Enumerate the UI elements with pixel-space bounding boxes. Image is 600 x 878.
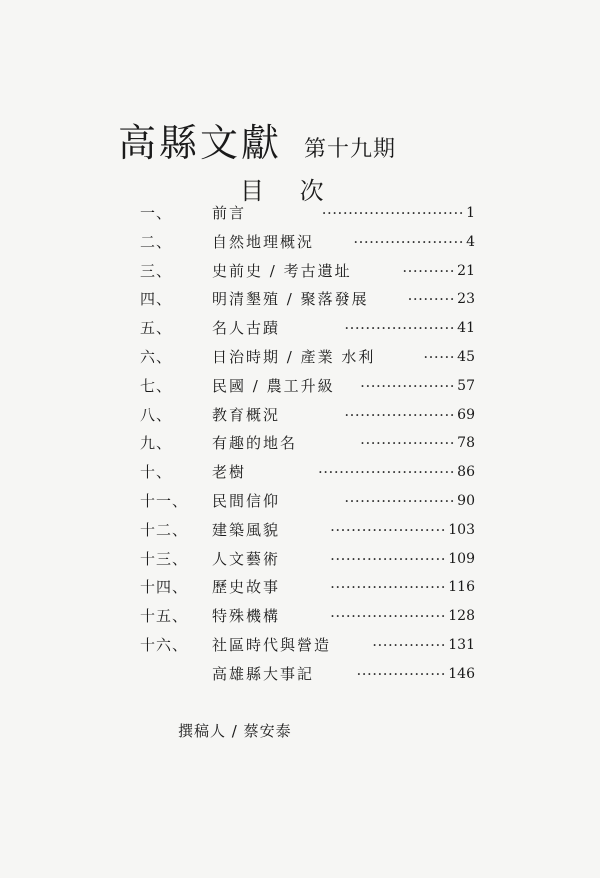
journal-name: 高縣文獻 bbox=[118, 121, 283, 165]
toc-entry-title: 明清墾殖 / 聚落發展 bbox=[212, 290, 369, 309]
toc-entry-title: 高雄縣大事記 bbox=[212, 664, 315, 683]
toc-entry-leader: ····················· bbox=[344, 405, 455, 424]
toc-entry-title: 特殊機構 bbox=[212, 607, 281, 626]
toc-entry-page: 90 bbox=[457, 492, 475, 509]
toc-entry bbox=[140, 458, 475, 487]
toc-entry-page: 103 bbox=[448, 521, 475, 538]
toc-entry-number: 十四、 bbox=[140, 578, 189, 597]
toc-entry-leader: ·················· bbox=[360, 434, 455, 453]
toc-entry bbox=[140, 401, 475, 430]
toc-entry-page: 146 bbox=[448, 665, 475, 682]
author-credit: 撰稿人 / 蔡安泰 bbox=[178, 722, 292, 740]
toc-entry bbox=[140, 660, 475, 689]
toc-entry bbox=[140, 257, 475, 286]
toc-entry-number: 一、 bbox=[140, 204, 173, 222]
toc-entry bbox=[140, 631, 475, 660]
toc-entry-page: 69 bbox=[457, 406, 475, 423]
toc-entry-leader: ··························· bbox=[321, 204, 464, 222]
toc-entry-leader: ······················ bbox=[330, 607, 446, 626]
toc-entry-leader: ········· bbox=[407, 290, 455, 309]
toc-entry-title: 自然地理概況 bbox=[212, 232, 315, 251]
toc-entry-title: 老樹 bbox=[212, 463, 247, 482]
toc-entry bbox=[140, 545, 475, 574]
toc-entry-title: 教育概況 bbox=[212, 405, 281, 424]
toc-entry bbox=[140, 343, 475, 372]
toc-entry bbox=[140, 602, 475, 631]
toc-entry-number: 二、 bbox=[140, 232, 173, 251]
toc-entry-title: 名人古蹟 bbox=[212, 319, 281, 338]
toc-entry bbox=[140, 199, 475, 228]
toc-entry bbox=[140, 573, 475, 602]
toc-entry-leader: ······ bbox=[423, 347, 455, 366]
toc-entry-page: 21 bbox=[457, 262, 475, 279]
toc-entry-page: 109 bbox=[448, 550, 475, 567]
toc-entry bbox=[140, 429, 475, 458]
toc-entry-title: 日治時期 / 產業 水利 bbox=[212, 347, 376, 366]
issue-number: 第十九期 bbox=[304, 137, 397, 162]
toc-entry-title: 史前史 / 考古遺址 bbox=[212, 261, 352, 280]
toc-entry-page: 116 bbox=[448, 579, 475, 596]
toc-entry-page: 86 bbox=[457, 464, 475, 481]
toc-entry bbox=[140, 372, 475, 401]
toc-entry-title: 人文藝術 bbox=[212, 549, 281, 568]
journal-title bbox=[118, 112, 396, 167]
toc-entry-number: 八、 bbox=[140, 405, 173, 424]
toc-entry-page: 57 bbox=[457, 377, 475, 394]
toc-entry-title: 前言 bbox=[212, 204, 247, 222]
toc-entry-number: 五、 bbox=[140, 319, 173, 338]
toc-heading: 目 次 bbox=[240, 177, 338, 205]
toc-entry-number: 四、 bbox=[140, 290, 173, 309]
toc-entry-leader: ·················· bbox=[360, 376, 455, 395]
table-of-contents bbox=[140, 199, 475, 689]
toc-entry-leader: ······················ bbox=[330, 520, 446, 539]
toc-entry-page: 23 bbox=[457, 291, 475, 308]
toc-entry-number: 十三、 bbox=[140, 549, 189, 568]
toc-entry bbox=[140, 314, 475, 343]
toc-entry-page: 41 bbox=[457, 320, 475, 337]
toc-entry-title: 有趣的地名 bbox=[212, 434, 298, 453]
toc-entry-title: 社區時代與營造 bbox=[212, 635, 332, 654]
toc-entry-number: 七、 bbox=[140, 376, 173, 395]
toc-entry bbox=[140, 228, 475, 257]
toc-entry bbox=[140, 487, 475, 516]
toc-entry-page: 128 bbox=[448, 608, 475, 625]
toc-entry-number: 九、 bbox=[140, 434, 173, 453]
toc-entry-leader: ····················· bbox=[353, 232, 464, 251]
toc-entry-leader: ····················· bbox=[344, 319, 455, 338]
toc-entry-number: 十二、 bbox=[140, 520, 189, 539]
toc-entry-number: 十六、 bbox=[140, 635, 189, 654]
toc-entry-number: 十、 bbox=[140, 463, 173, 482]
toc-entry-number: 三、 bbox=[140, 261, 173, 280]
toc-entry-title: 民間信仰 bbox=[212, 491, 281, 510]
toc-entry-leader: ················· bbox=[356, 664, 446, 683]
toc-entry-number: 十一、 bbox=[140, 491, 189, 510]
toc-entry-title: 建築風貌 bbox=[212, 520, 281, 539]
toc-entry-page: 131 bbox=[448, 636, 475, 653]
toc-entry-leader: ·········· bbox=[402, 261, 455, 280]
toc-entry-number: 十五、 bbox=[140, 607, 189, 626]
toc-entry-page: 45 bbox=[457, 348, 475, 365]
toc-entry-leader: ······················ bbox=[330, 549, 446, 568]
toc-entry-page: 1 bbox=[466, 205, 475, 221]
toc-entry-leader: ·························· bbox=[318, 463, 455, 482]
toc-entry bbox=[140, 285, 475, 314]
toc-entry-number: 六、 bbox=[140, 347, 173, 366]
toc-entry-title: 歷史故事 bbox=[212, 578, 281, 597]
toc-entry-leader: ····················· bbox=[344, 491, 455, 510]
toc-entry-title: 民國 / 農工升級 bbox=[212, 376, 335, 395]
toc-entry-page: 4 bbox=[466, 233, 475, 250]
toc-entry-page: 78 bbox=[457, 435, 475, 452]
toc-entry bbox=[140, 516, 475, 545]
toc-entry-leader: ·············· bbox=[372, 635, 446, 654]
toc-entry-leader: ······················ bbox=[330, 578, 446, 597]
